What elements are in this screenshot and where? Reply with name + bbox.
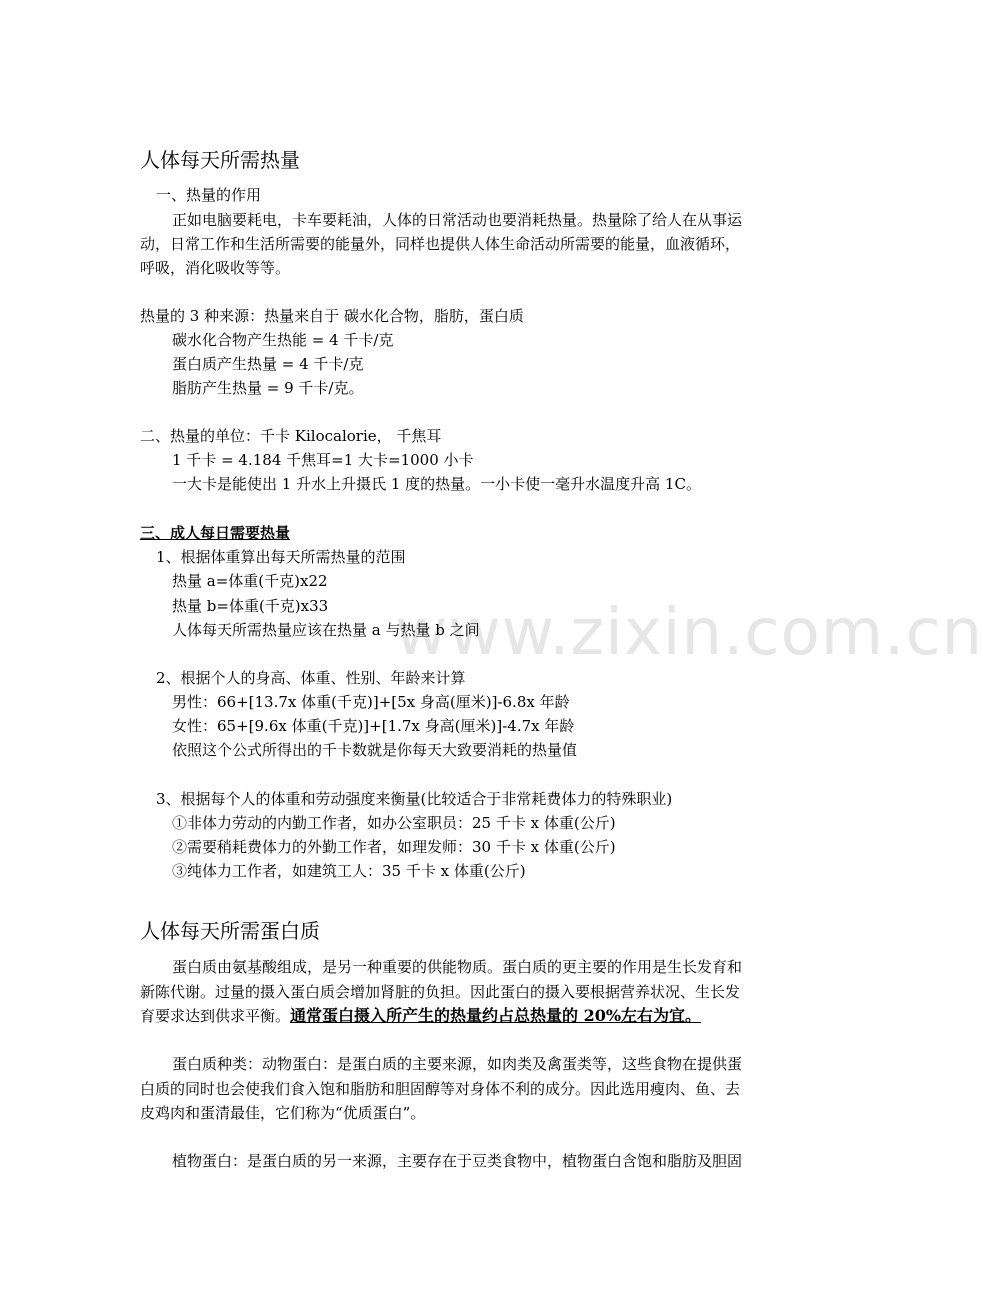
paragraph-line: 正如电脑要耗电，卡车要耗油，人体的日常活动也要消耗热量。热量除了给人在从事运 [172,211,743,229]
sources-line: 蛋白质产生热量 = 4 千卡/克 [172,355,364,373]
method-line: 2、根据个人的身高、体重、性别、年龄来计算 [156,669,466,687]
paragraph-line [140,1006,701,1026]
method-line: ②需要稍耗费体力的外勤工作者，如理发师：30 千卡 x 体重(公斤) [172,838,616,856]
method-line: 人体每天所需热量应该在热量 a 与热量 b 之间 [172,621,480,639]
sources-line: 热量的 3 种来源：热量来自于 碳水化合物，脂肪，蛋白质 [140,307,524,325]
section-title-protein: 人体每天所需蛋白质 [140,919,320,943]
units-line: 1 千卡 = 4.184 千焦耳=1 大卡=1000 小卡 [172,451,474,469]
method-line: 热量 b=体重(千克)x33 [172,597,329,615]
paragraph-line: 蛋白质种类：动物蛋白：是蛋白质的主要来源，如肉类及禽蛋类等，这些食物在提供蛋 [172,1055,743,1073]
section-title-calories: 人体每天所需热量 [140,148,300,172]
subheading-daily-need: 三、成人每日需要热量 [140,524,291,542]
method-line: 女性：65+[9.6x 体重(千克)]+[1.7x 身高(厘米)]-4.7x 年龄 [172,717,575,735]
paragraph-line: 动，日常工作和生活所需要的能量外，同样也提供人体生命活动所需要的能量，血液循环， [140,235,741,253]
paragraph-line: 蛋白质由氨基酸组成，是另一种重要的供能物质。蛋白质的更主要的作用是生长发育和 [172,958,743,976]
units-line: 二、热量的单位：千卡 Kilocalorie， 千焦耳 [140,427,442,445]
paragraph-line: 白质的同时也会使我们食入饱和脂肪和胆固醇等对身体不利的成分。因此选用瘦肉、鱼、去 [140,1080,741,1098]
units-line: 一大卡是能使出 1 升水上升摄氏 1 度的热量。一小卡使一毫升水温度升高 1C。 [172,475,701,493]
method-line: 依照这个公式所得出的千卡数就是你每天大致要消耗的热量值 [172,741,578,759]
method-line: ①非体力劳动的内勤工作者，如办公室职员：25 千卡 x 体重(公斤) [172,814,616,832]
method-line: 1、根据体重算出每天所需热量的范围 [156,548,406,566]
method-line: 热量 a=体重(千克)x22 [172,572,328,590]
paragraph-text: 育要求达到供求平衡。 [140,1007,291,1025]
paragraph-line: 新陈代谢。过量的摄入蛋白质会增加肾脏的负担。因此蛋白的摄入要根据营养状况、生长发 [140,983,741,1001]
sources-line: 脂肪产生热量 = 9 千卡/克。 [172,379,364,397]
subheading-function: 一、热量的作用 [156,186,262,204]
paragraph-line: 呼吸，消化吸收等等。 [140,259,291,277]
method-line: ③纯体力工作者，如建筑工人：35 千卡 x 体重(公斤) [172,862,526,880]
method-line: 男性：66+[13.7x 体重(千克)]+[5x 身高(厘米)]-6.8x 年龄 [172,693,570,711]
sources-line: 碳水化合物产生热能 = 4 千卡/克 [172,331,394,349]
watermark-text: www.zixin.com.cn [395,596,983,670]
paragraph-line: 植物蛋白：是蛋白质的另一来源，主要存在于豆类食物中，植物蛋白含饱和脂肪及胆固 [172,1152,743,1170]
emphasis-text: 通常蛋白摄入所产生的热量约占总热量的 20%左右为宜。 [290,1006,702,1025]
method-line: 3、根据每个人的体重和劳动强度来衡量(比较适合于非常耗费体力的特殊职业) [156,790,673,808]
paragraph-line: 皮鸡肉和蛋清最佳，它们称为“优质蛋白”。 [140,1104,426,1122]
